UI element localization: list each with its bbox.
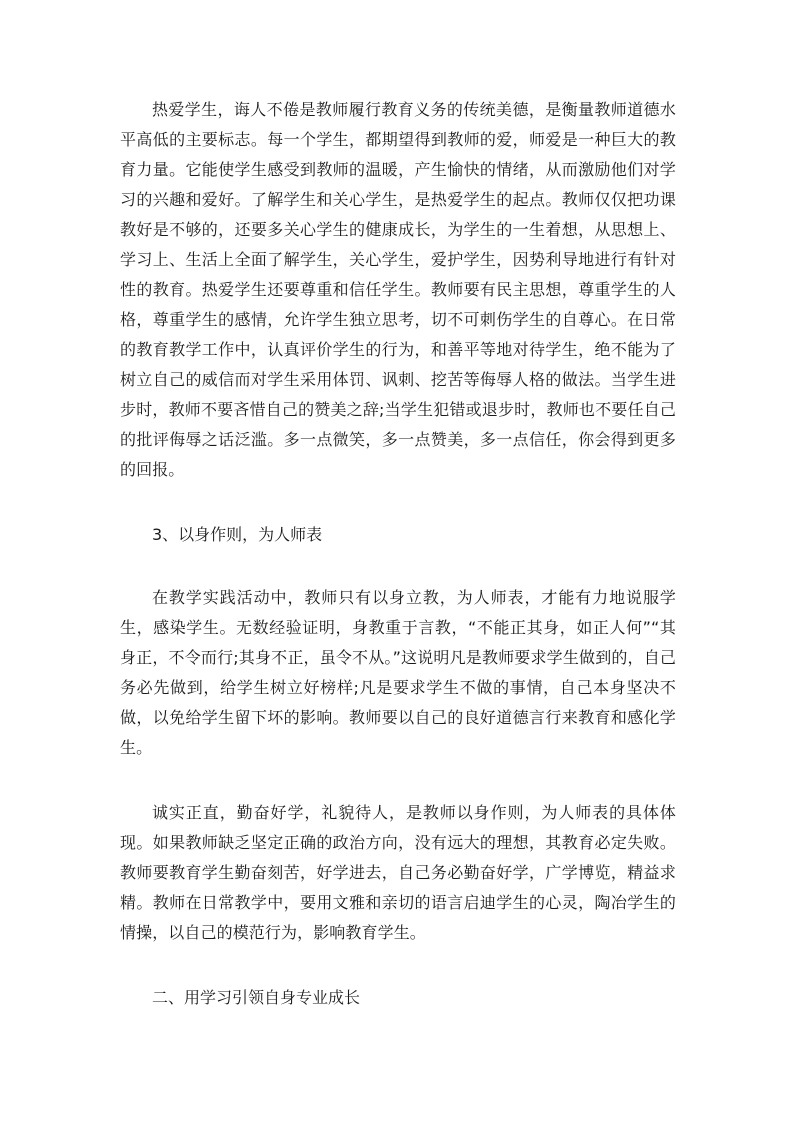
paragraph-spacer (120, 485, 676, 520)
paragraph-spacer (120, 948, 676, 983)
paragraph-love-students: 热爱学生，诲人不倦是教师履行教育义务的传统美德，是衡量教师道德水平高低的主要标志。每一个学生，都期望得到教师的爱，师爱是一种巨大的教育力量。它能使学生感受到教师的温暖，产生愉快的情绪，从而激励他们对学习的兴趣和爱好。了解学生和关心学生，是热爱学生的起点。教师仅仅把功课教好是不够的，还要多关心学生的健康成长，为学生的一生着想，从思想上、学习上、生活上全面了解学生，关心学生，爱护学生，因势利导地进行有针对性的教育。热爱学生还要尊重和信任学生。教师要有民主思想，尊重学生的人格，尊重学生的感情，允许学生独立思考，切不可刺伤学生的自尊心。在日常的教育教学工作中，认真评价学生的行为，和善平等地对待学生，绝不能为了树立自己的威信而对学生采用体罚、讽刺、挖苦等侮辱人格的做法。当学生进步时，教师不要吝惜自己的赞美之辞;当学生犯错或退步时，教师也不要任自己的批评侮辱之话泛滥。多一点微笑，多一点赞美，多一点信任，你会得到更多的回报。 (120, 100, 676, 479)
section-heading-lead-by-example: 3、以身作则，为人师表 (152, 525, 323, 544)
paragraph-honesty-diligence: 诚实正直，勤奋好学，礼貌待人，是教师以身作则，为人师表的具体体现。如果教师缺乏坚定正确的政治方向，没有远大的理想，其教育必定失败。教师要教育学生勤奋刻苦，好学进去，自己务必勤奋好学，广学博览，精益求精。教师在日常教学中，要用文雅和亲切的语言启迪学生的心灵，陶冶学生的情操，以自己的模范行为，影响教育学生。 (120, 803, 676, 942)
paragraph-teaching-practice: 在教学实践活动中，教师只有以身立教，为人师表，才能有力地说服学生，感染学生。无数经验证明，身教重于言教，“不能正其身，如正人何”“其身正，不令而行;其身不正，虽令不从。”这说明凡是教师要求学生做到的，自己务必先做到，给学生树立好榜样;凡是要求学生不做的事情，自己本身坚决不做，以免给学生留下坏的影响。教师要以自己的良好道德言行来教育和感化学生。 (120, 588, 676, 757)
paragraph-spacer (120, 550, 676, 583)
paragraph-spacer (120, 763, 676, 798)
document-body (120, 95, 676, 1013)
section-heading-learning-growth: 二、用学习引领自身专业成长 (152, 988, 361, 1007)
